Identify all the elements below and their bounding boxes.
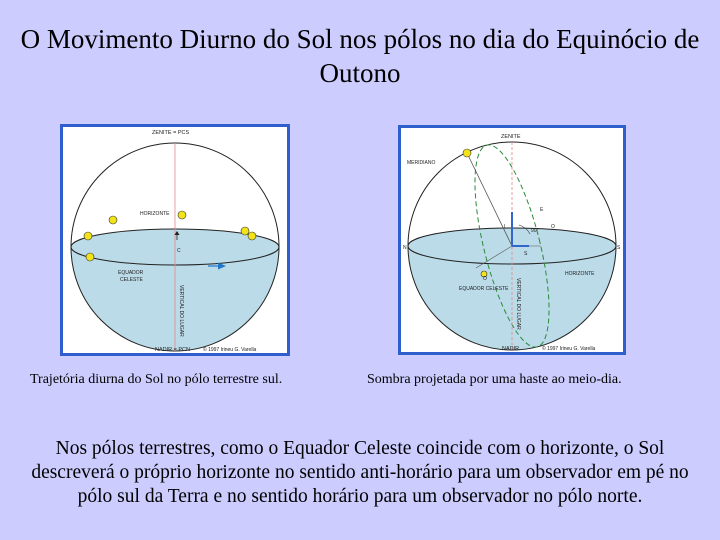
explanation-paragraph: Nos pólos terrestres, como o Equador Celeste coincide com o horizonte, o Sol descreverá o próprio horizonte no sentido anti-horário para um observador em pé no pólo sul da Terra e no sentido horário para um observador no pólo norte. bbox=[31, 438, 689, 507]
figure-noon-shadow bbox=[398, 125, 626, 355]
label-vertical: VERTICAL DO LUGAR bbox=[178, 285, 184, 337]
label-nadir: NADIR bbox=[502, 346, 520, 352]
sun-icon bbox=[109, 216, 117, 224]
label-s: S bbox=[524, 251, 528, 257]
label-equator-1: EQUADOR bbox=[118, 270, 144, 276]
label-equator: EQUADOR CELESTE bbox=[459, 286, 509, 292]
caption-left: Trajetória diurna do Sol no pólo terrestre sul. bbox=[30, 372, 283, 387]
label-meridian: MERIDIANO bbox=[407, 160, 436, 166]
sun-icon bbox=[86, 253, 94, 261]
label-center: C bbox=[177, 248, 181, 254]
sun-icon bbox=[463, 149, 471, 157]
label-zenith: ZENITE = PCS bbox=[152, 130, 190, 136]
copyright-text: © 1997 Irineu G. Varella bbox=[203, 347, 257, 353]
sun-icon bbox=[178, 211, 186, 219]
label-vertical: VERTICAL DO LUGAR bbox=[515, 278, 521, 330]
polar-sun-path-diagram bbox=[63, 127, 287, 353]
slide-title: O Movimento Diurno do Sol nos pólos no dia do Equinócio de Outono bbox=[20, 24, 700, 88]
label-nadir: NADIR = PCN bbox=[155, 347, 190, 353]
label-s-right: S bbox=[617, 245, 621, 251]
label-angle: 90° bbox=[531, 228, 539, 234]
sun-icon bbox=[241, 227, 249, 235]
label-zenith: ZENITE bbox=[501, 134, 521, 140]
label-horizon: HORIZONTE bbox=[140, 211, 170, 217]
copyright-text: © 1997 Irineu G. Varella bbox=[542, 346, 596, 352]
noon-shadow-diagram bbox=[401, 128, 623, 352]
label-e: E bbox=[540, 207, 544, 213]
label-l: L bbox=[504, 224, 507, 230]
label-horizon: HORIZONTE bbox=[565, 271, 595, 277]
label-n-left: N bbox=[403, 245, 407, 251]
sun-icon bbox=[248, 232, 256, 240]
label-o-small: O bbox=[551, 224, 555, 230]
sun-icon bbox=[84, 232, 92, 240]
caption-right: Sombra projetada por uma haste ao meio-dia. bbox=[367, 372, 622, 387]
label-equator-2: CELESTE bbox=[120, 277, 143, 283]
figure-polar-sun-path bbox=[60, 124, 290, 356]
label-o: O bbox=[483, 276, 487, 282]
